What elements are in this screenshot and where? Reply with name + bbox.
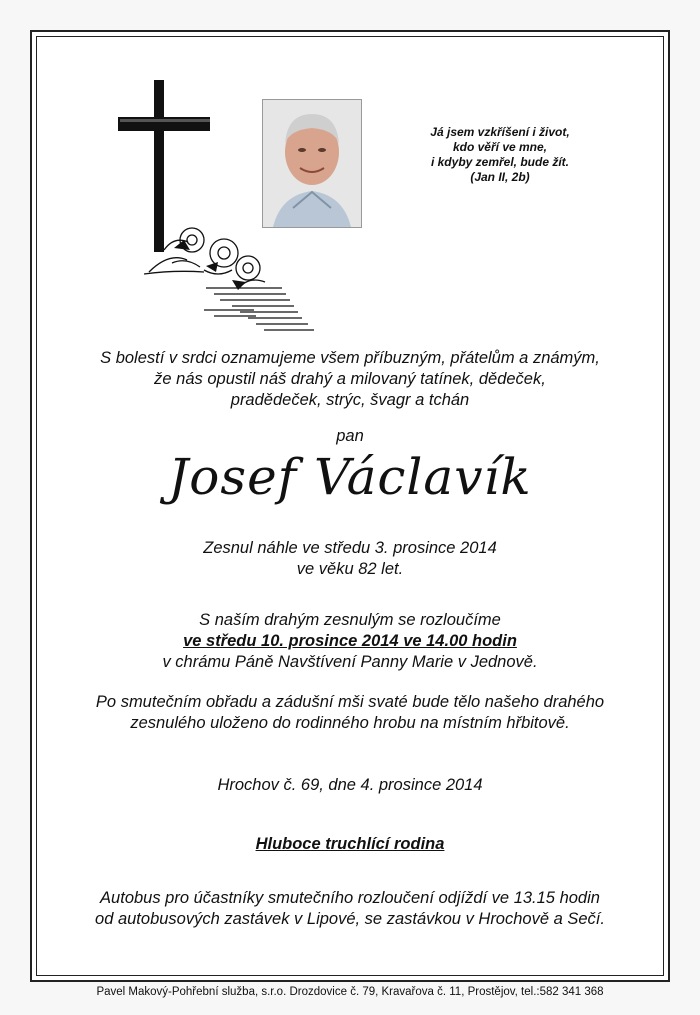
- signature: Hluboce truchlící rodina: [255, 835, 445, 853]
- flowers-icon: [144, 218, 319, 343]
- farewell-line-1: S naším drahým zesnulým se rozloučíme: [199, 611, 501, 629]
- intro-line-2: že nás opustil náš drahý a milovaný tatínek, dědeček,: [154, 370, 546, 388]
- farewell-datetime: ve středu 10. prosince 2014 ve 14.00 hodin: [183, 632, 517, 650]
- death-info: [40, 538, 660, 580]
- verse-line-2: kdo věří ve mne,: [452, 140, 548, 154]
- deceased-name: Josef Václavík: [168, 448, 532, 506]
- death-date: Zesnul náhle ve středu 3. prosince 2014: [203, 539, 497, 557]
- intro-line-1: S bolestí v srdci oznamujeme všem příbuzným, přátelům a známým,: [100, 349, 600, 367]
- announcement-intro: [40, 348, 660, 411]
- farewell-info: [40, 610, 660, 673]
- death-age: ve věku 82 let.: [296, 560, 404, 578]
- farewell-location: v chrámu Páně Navštívení Panny Marie v Jednově.: [162, 653, 538, 671]
- verse-reference: (Jan II, 2b): [470, 170, 530, 184]
- place-date: Hrochov č. 69, dne 4. prosince 2014: [217, 776, 483, 794]
- person-icon: [263, 100, 361, 227]
- burial-line-1: Po smutečním obřadu a zádušní mši svaté bude tělo našeho drahého: [95, 693, 605, 711]
- bus-line-2: od autobusových zastávek v Lipové, se zastávkou v Hrochově a Sečí.: [95, 910, 605, 928]
- intro-line-3: pradědeček, strýc, švagr a tchán: [230, 391, 470, 409]
- burial-line-2: zesnulého uloženo do rodinného hrobu na místním hřbitově.: [130, 714, 570, 732]
- honorific: pan: [336, 427, 364, 445]
- bible-verse: [410, 125, 590, 185]
- portrait-photo: [262, 99, 362, 228]
- bus-line-1: Autobus pro účastníky smutečního rozloučení odjíždí ve 13.15 hodin: [100, 889, 600, 907]
- funeral-service-footer: Pavel Makový-Pohřební služba, s.r.o. Drozdovice č. 79, Kravařova č. 11, Prostějov, tel.:582 341 368: [96, 986, 604, 998]
- bus-info: [40, 888, 660, 930]
- burial-info: [40, 692, 660, 734]
- verse-line-1: Já jsem vzkříšení i život,: [430, 125, 570, 139]
- verse-line-3: i kdyby zemřel, bude žít.: [430, 155, 570, 169]
